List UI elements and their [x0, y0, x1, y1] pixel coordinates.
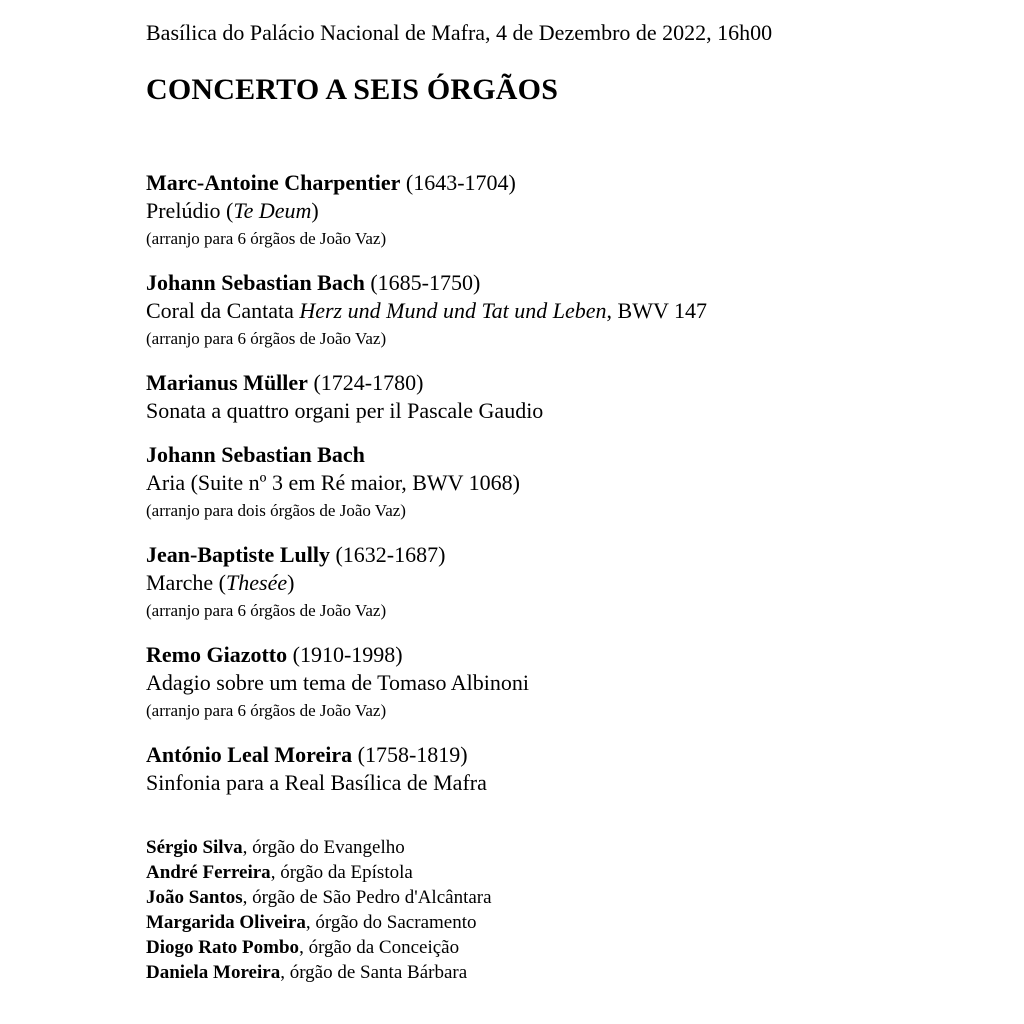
composer-name: Johann Sebastian Bach — [146, 270, 365, 295]
program-entry — [146, 369, 964, 425]
work-italic-text: Te Deum — [233, 198, 312, 223]
venue-date-line: Basílica do Palácio Nacional de Mafra, 4 de Dezembro de 2022, 16h00 — [146, 20, 773, 45]
work-title — [146, 469, 964, 497]
composer-name: Marianus Müller — [146, 370, 308, 395]
performer-organ: , órgão da Epístola — [270, 862, 413, 883]
composer-line — [146, 441, 964, 469]
work-title — [146, 669, 964, 697]
program-entry — [146, 169, 964, 253]
work-title — [146, 297, 964, 325]
performer-name: Sérgio Silva — [146, 837, 243, 858]
arrangement-note: (arranjo para 6 órgãos de João Vaz) — [146, 329, 387, 348]
performer-name: Margarida Oliveira — [146, 912, 306, 933]
performer-name: André Ferreira — [146, 862, 271, 883]
composer-line — [146, 369, 964, 397]
performer-organ: , órgão do Evangelho — [242, 837, 405, 858]
program-list — [146, 169, 964, 797]
arrangement-note: (arranjo para 6 órgãos de João Vaz) — [146, 601, 387, 620]
performer-organ: , órgão da Conceição — [299, 937, 460, 958]
work-text: Prelúdio ( — [146, 198, 234, 223]
work-title — [146, 769, 964, 797]
composer-dates: (1685-1750) — [364, 270, 481, 295]
program-entry — [146, 741, 964, 797]
program-entry — [146, 541, 964, 625]
work-title — [146, 197, 964, 225]
performer-organ: , órgão de São Pedro d'Alcântara — [242, 887, 492, 908]
program-entry — [146, 641, 964, 725]
work-text: Coral da Cantata — [146, 298, 300, 323]
composer-line — [146, 269, 964, 297]
composer-dates: (1632-1687) — [329, 542, 446, 567]
performer-line — [146, 910, 964, 935]
composer-name: Johann Sebastian Bach — [146, 442, 365, 467]
performer-organ: , órgão de Santa Bárbara — [280, 962, 468, 983]
arrangement-note: (arranjo para dois órgãos de João Vaz) — [146, 501, 406, 520]
composer-line — [146, 741, 964, 769]
composer-line — [146, 641, 964, 669]
performer-name: Diogo Rato Pombo — [146, 937, 300, 958]
composer-name: Jean-Baptiste Lully — [146, 542, 330, 567]
performer-line — [146, 885, 964, 910]
program-entry — [146, 441, 964, 525]
work-text: Sonata a quattro organi per il Pascale Gaudio — [146, 398, 544, 423]
arrangement-note: (arranjo para 6 órgãos de João Vaz) — [146, 229, 387, 248]
work-italic-text: Herz und Mund und Tat und Leben — [299, 298, 607, 323]
composer-line — [146, 541, 964, 569]
work-title — [146, 569, 964, 597]
page-title: CONCERTO A SEIS ÓRGÃOS — [146, 73, 559, 106]
work-text-suffix: , BWV 147 — [606, 298, 707, 323]
performer-line — [146, 960, 964, 985]
work-title — [146, 397, 964, 425]
composer-dates: (1758-1819) — [352, 742, 468, 767]
performer-line — [146, 860, 964, 885]
program-entry — [146, 269, 964, 353]
work-text: Sinfonia para a Real Basílica de Mafra — [146, 770, 487, 795]
arrangement-note: (arranjo para 6 órgãos de João Vaz) — [146, 701, 387, 720]
performer-line — [146, 935, 964, 960]
work-italic-text: Thesée — [226, 570, 288, 595]
composer-dates: (1910-1998) — [287, 642, 403, 667]
work-text-suffix: ) — [311, 198, 319, 223]
performer-line — [146, 835, 964, 860]
performer-organ: , órgão do Sacramento — [305, 912, 477, 933]
performer-name: Daniela Moreira — [146, 962, 281, 983]
composer-name: Remo Giazotto — [146, 642, 288, 667]
work-text: Marche ( — [146, 570, 227, 595]
composer-dates: (1643-1704) — [400, 170, 516, 195]
composer-name: Marc-Antoine Charpentier — [146, 170, 401, 195]
composer-line — [146, 169, 964, 197]
composer-name: António Leal Moreira — [146, 742, 353, 767]
work-text: Adagio sobre um tema de Tomaso Albinoni — [146, 670, 530, 695]
work-text: Aria (Suite nº 3 em Ré maior, BWV 1068) — [146, 470, 520, 495]
performer-name: João Santos — [146, 887, 243, 908]
performers-list — [146, 835, 964, 985]
work-text-suffix: ) — [287, 570, 295, 595]
composer-dates: (1724-1780) — [307, 370, 424, 395]
